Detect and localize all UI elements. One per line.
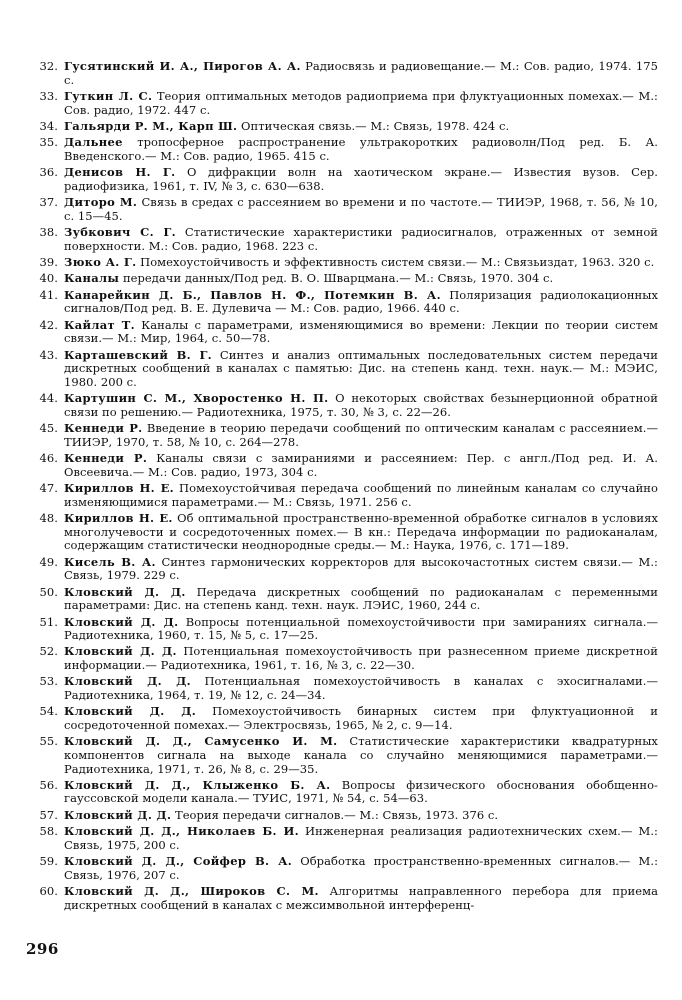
- reference-number: 58.: [39, 824, 58, 839]
- reference-authors: Кловский Д. Д.: [64, 614, 179, 629]
- reference-authors: Гальярди Р. М., Карп Ш.: [64, 118, 238, 133]
- reference-text: О некоторых свойствах безынерционной обратной связи по решению.— Радиотехника, 1975, т. 30, № 3, с. 22—26.: [64, 391, 658, 419]
- reference-text: Радиосвязь и радиовещание.— М.: Сов. радио, 1974. 175 с.: [64, 59, 658, 87]
- reference-item: [26, 120, 658, 134]
- reference-number: 56.: [39, 777, 58, 792]
- reference-text: Каналы связи с замираниями и рассеянием: Пер. с англ./Под ред. И. А. Овсеевича.— М.: Сов. радио, 1973, 304 с.: [64, 451, 658, 479]
- reference-text: Помехоустойчивость и эффективность систем связи.— М.: Связьиздат, 1963. 320 с.: [140, 255, 655, 270]
- reference-text: Потенциальная помехоустойчивость при разнесенном приеме дискретной информации.— Радиотехника, 1961, т. 16, № 3, с. 22—30.: [64, 644, 658, 673]
- reference-item: [26, 272, 658, 286]
- reference-item: [26, 809, 658, 823]
- reference-authors: Дальнее: [64, 135, 123, 150]
- reference-number: 32.: [39, 59, 58, 73]
- reference-authors: Каналы: [64, 271, 120, 286]
- reference-number: 42.: [39, 317, 58, 332]
- reference-number: 40.: [39, 271, 58, 286]
- reference-item: [26, 319, 658, 346]
- reference-authors: Кеннеди Р.: [64, 421, 143, 436]
- reference-text: Синтез гармонических корректоров для высокочастотных систем связи.— М.: Связь, 1979. 229 с.: [64, 554, 658, 583]
- reference-item: [26, 60, 658, 87]
- reference-authors: Кириллов Н. Е.: [64, 511, 173, 526]
- reference-authors: Гуткин Л. С.: [64, 88, 153, 103]
- reference-authors: Карташевский В. Г.: [64, 347, 212, 362]
- reference-text: Поляризация радиолокационных сигналов/Под ред. В. Е. Дулевича — М.: Сов. радио, 1966. 440 с.: [64, 287, 658, 316]
- reference-item: [26, 482, 658, 509]
- reference-text: Связь в средах с рассеянием во времени и по частоте.— ТИИЭР, 1968, т. 56, № 10, с. 15—45.: [64, 195, 658, 223]
- reference-number: 53.: [39, 674, 58, 689]
- reference-number: 48.: [39, 511, 58, 526]
- reference-number: 43.: [39, 347, 58, 362]
- reference-item: [26, 705, 658, 732]
- reference-authors: Кловский Д. Д.: [64, 644, 177, 659]
- reference-number: 39.: [39, 255, 58, 270]
- reference-item: [26, 166, 658, 193]
- reference-number: 34.: [39, 118, 58, 133]
- reference-number: 60.: [39, 884, 58, 899]
- reference-text: Потенциальная помехоустойчивость в каналах с эхосигналами.— Радиотехника, 1964, т. 19, № 12, с. 24—34.: [64, 674, 658, 703]
- reference-authors: Кириллов Н. Е.: [64, 481, 174, 496]
- reference-authors: Кайлат Т.: [64, 317, 135, 332]
- reference-text: Алгоритмы направленного перебора для приема дискретных сообщений в каналах с межсимвольной интерференц-: [64, 884, 658, 912]
- reference-number: 36.: [39, 165, 58, 180]
- reference-list: [26, 60, 658, 915]
- reference-authors: Канарейкин Д. Б., Павлов Н. Ф., Потемкин В. А.: [64, 287, 441, 302]
- reference-authors: Кловский Д. Д., Самусенко И. М.: [64, 734, 338, 749]
- reference-text: Передача дискретных сообщений по радиоканалам с переменными параметрами: Дис. на степень канд. техн. наук. ЛЭИС, 1960, 244 с.: [64, 584, 658, 613]
- reference-number: 33.: [39, 88, 58, 103]
- reference-number: 38.: [39, 225, 58, 240]
- reference-authors: Кеннеди Р.: [64, 451, 148, 466]
- reference-number: 45.: [39, 421, 58, 436]
- reference-text: Статистические характеристики квадратурных компонентов сигнала на выходе канала со случайно меняющимися параметрами.— Радиотехника, 1971, т. 26, № 8, с. 29—35.: [64, 734, 658, 776]
- reference-text: О дифракции волн на хаотическом экране.— Известия вузов. Сер. радиофизика, 1961, т. IV, № 3, с. 630—638.: [64, 165, 658, 193]
- reference-authors: Картушин С. М., Хворостенко Н. П.: [64, 391, 329, 406]
- reference-number: 44.: [39, 391, 58, 406]
- reference-authors: Кловский Д. Д.: [64, 807, 172, 822]
- reference-item: [26, 136, 658, 163]
- reference-number: 52.: [39, 644, 58, 659]
- reference-number: 47.: [39, 481, 58, 496]
- reference-number: 57.: [39, 807, 58, 822]
- page-number: 296: [26, 940, 59, 958]
- reference-item: [26, 196, 658, 223]
- reference-text: Обработка пространственно-временных сигналов.— М.: Связь, 1976, 207 с.: [64, 854, 658, 882]
- reference-text: Теория передачи сигналов.— М.: Связь, 1973. 376 с.: [174, 807, 499, 822]
- reference-text: Помехоустойчивость бинарных систем при флуктуационной и сосредоточенной помехах.— Электросвязь, 1965, № 2, с. 9—14.: [64, 704, 658, 732]
- reference-item: [26, 349, 658, 390]
- reference-item: [26, 289, 658, 316]
- reference-authors: Кловский Д. Д.: [64, 704, 197, 719]
- reference-authors: Кловский Д. Д., Широков С. М.: [64, 884, 319, 899]
- reference-item: [26, 422, 658, 449]
- reference-item: [26, 256, 658, 270]
- reference-text: Статистические характеристики радиосигналов, отраженных от земной поверхности. М.: Сов. радио, 1968. 223 с.: [64, 225, 659, 253]
- reference-item: [26, 675, 658, 702]
- reference-number: 51.: [39, 614, 58, 629]
- reference-number: 37.: [39, 195, 58, 210]
- reference-item: [26, 512, 658, 553]
- reference-authors: Гусятинский И. А., Пирогов А. А.: [64, 59, 301, 73]
- reference-text: Каналы с параметрами, изменяющимися во времени: Лекции по теории систем связи.— М.: Мир, 1964, с. 50—78.: [64, 317, 658, 346]
- reference-number: 59.: [39, 854, 58, 869]
- reference-text: Оптическая связь.— М.: Связь, 1978. 424 с.: [241, 118, 510, 133]
- reference-text: Синтез и анализ оптимальных последовательных систем передачи дискретных сообщений в каналах с памятью: Дис. на степень канд. техн. наук.— М.: МЭИС, 1980. 200 с.: [64, 347, 658, 389]
- reference-authors: Кловский Д. Д., Николаев Б. И.: [64, 824, 299, 839]
- reference-number: 50.: [39, 584, 58, 599]
- reference-text: Помехоустойчивая передача сообщений по линейным каналам со случайно изменяющимися параметрами.— М.: Связь, 1971. 256 с.: [64, 481, 658, 509]
- reference-text: Введение в теорию передачи сообщений по оптическим каналам с рассеянием.— ТИИЭР, 1970, т. 58, № 10, с. 264—278.: [64, 421, 658, 449]
- reference-item: [26, 90, 658, 117]
- reference-number: 49.: [39, 554, 58, 569]
- reference-text: Инженерная реализация радиотехнических схем.— М.: Связь, 1975, 200 с.: [64, 824, 658, 852]
- reference-item: [26, 825, 658, 852]
- reference-item: [26, 616, 658, 643]
- reference-number: 35.: [39, 135, 58, 150]
- reference-authors: Диторо М.: [64, 195, 138, 210]
- reference-number: 41.: [39, 287, 58, 302]
- reference-number: 54.: [39, 704, 58, 719]
- reference-number: 46.: [39, 451, 58, 466]
- reference-authors: Денисов Н. Г.: [64, 165, 176, 180]
- reference-text: передачи данных/Под ред. В. О. Шварцмана.— М.: Связь, 1970. 304 с.: [122, 271, 554, 286]
- reference-item: [26, 645, 658, 672]
- reference-authors: Зюко А. Г.: [64, 255, 137, 270]
- reference-item: [26, 735, 658, 776]
- reference-text: Об оптимальной пространственно-временной обработке сигналов в условиях многолучевости и сосредоточенных помех.— В кн.: Передача информации по радиоканалам, содержащим статистически неоднородные среды.— М.: Наука, 1976, с. 171—189.: [64, 511, 658, 553]
- reference-item: [26, 586, 658, 613]
- reference-item: [26, 392, 658, 419]
- reference-text: Вопросы потенциальной помехоустойчивости при замираниях сигнала.— Радиотехника, 1960, т. 15, № 5, с. 17—25.: [64, 614, 658, 643]
- reference-text: тропосферное распространение ультракоротких радиоволн/Под ред. Б. А. Введенского.— М.: Сов. радио, 1965. 415 с.: [64, 135, 658, 163]
- reference-item: [26, 855, 658, 882]
- reference-authors: Кловский Д. Д., Клыженко Б. А.: [64, 777, 331, 792]
- reference-number: 55.: [39, 734, 58, 749]
- reference-item: [26, 885, 658, 912]
- reference-item: [26, 226, 658, 253]
- reference-authors: Кловский Д. Д.: [64, 584, 186, 599]
- reference-item: [26, 452, 658, 479]
- reference-authors: Кловский Д. Д.: [64, 674, 191, 689]
- reference-text: Вопросы физического обоснования обобщенно-гауссовской модели канала.— ТУИС, 1971, № 54, с. 54—63.: [64, 777, 658, 806]
- reference-item: [26, 556, 658, 583]
- reference-item: [26, 779, 658, 806]
- reference-text: Теория оптимальных методов радиоприема при флуктуационных помехах.— М.: Сов. радио, 1972. 447 с.: [64, 88, 658, 117]
- reference-authors: Зубкович С. Г.: [64, 225, 176, 240]
- reference-authors: Кисель В. А.: [64, 554, 156, 569]
- reference-authors: Кловский Д. Д., Сойфер В. А.: [64, 854, 293, 869]
